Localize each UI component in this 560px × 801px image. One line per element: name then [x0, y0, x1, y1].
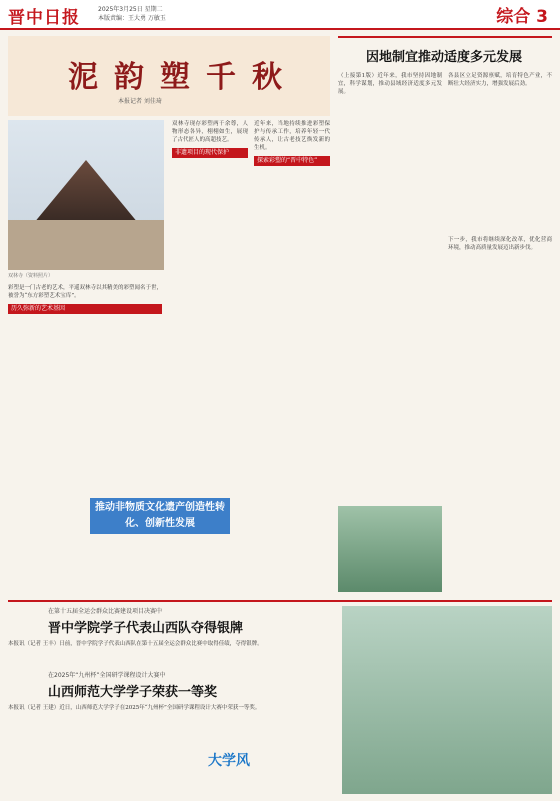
feature-title-block: [8, 36, 330, 116]
feature-paragraph-3: 近年来，当地持续推进彩塑保护与传承工作，培养年轻一代传承人，让古老技艺焕发新的生机。: [254, 121, 330, 151]
temple-photo: [8, 120, 164, 270]
feature-paragraph-2: 双林寺现存彩塑两千余尊，人物形态各异，栩栩如生，展现了古代匠人的高超技艺。: [172, 121, 248, 143]
feature-body-col2: [172, 120, 248, 490]
feature-title: 泥韵塑千秋: [68, 60, 298, 95]
scenic-photo: [338, 506, 442, 592]
policy-body-c: 下一步，我市将继续深化改革，优化营商环境，推动高质量发展迈出新步伐。: [448, 237, 552, 251]
newspaper-logo: 晋中日报: [8, 8, 80, 28]
page-editors: 本版责编：王大勇 万敏玉: [98, 15, 166, 22]
issue-date: 2025年3月25日 星期二: [98, 6, 163, 13]
feature-subhead-3: 探索彩塑的“晋中特色”: [254, 156, 330, 166]
article2-headline: 山西师范大学学子荣获一等奖: [48, 685, 218, 700]
article1-body: 本报讯（记者 王丰）日前，晋中学院学子代表山西队在第十五届全运会群众比赛中取得佳绩，夺得银牌。: [8, 641, 263, 647]
campus-news-articles: [8, 606, 332, 734]
column-logo: 大学风: [208, 753, 250, 769]
feature-subhead-1: 历久弥新的艺术基因: [8, 304, 162, 314]
issue-meta: [98, 5, 166, 23]
photo-caption: 双林寺（资料照片）: [8, 273, 54, 279]
feature-byline: 本报记者 刘佳琦: [118, 98, 162, 105]
feature-subhead-2: 非遗项目的现代保护: [172, 148, 248, 158]
feature-article: [8, 36, 330, 596]
feature-paragraph-1: 彩塑是一门古老的艺术，平遥双林寺以其精美的彩塑闻名于世，被誉为“东方彩塑艺术宝库”。: [8, 285, 163, 299]
feature-body-col1: [8, 284, 162, 494]
courtyard-shape: [8, 220, 164, 270]
campus-news-section: [8, 600, 552, 796]
policy-body-a: （上接第1版）近年来，我市坚持因地制宜，科学谋划，推动县域经济适度多元发展。: [338, 73, 442, 95]
article1-kicker: 在第十五届全运会群众比赛建设项目决赛中: [48, 608, 163, 615]
policy-title: 因地制宜推动适度多元发展: [366, 50, 523, 65]
policy-title-block: [338, 36, 552, 68]
article1-headline: 晋中学院学子代表山西队夺得银牌: [48, 621, 244, 636]
feature-body-col3: [254, 120, 330, 490]
campus-aerial-photo: [342, 606, 552, 794]
article2-body: 本报讯（记者 王建）近日，山西师范大学学子在2025年“九州杯”全国研学课程设计大赛中荣获一等奖。: [8, 705, 261, 711]
masthead: [0, 0, 560, 30]
heritage-banner: 推动非物质文化遗产创造性转化、创新性发展: [90, 498, 230, 534]
temple-roof-shape: [24, 160, 148, 220]
policy-body-b: 各县区立足资源禀赋，培育特色产业，不断壮大经济实力，增强发展后劲。: [448, 73, 552, 87]
section-label: 综合 3: [496, 7, 548, 27]
article2-kicker: 在2025年“九州杯”全国研学课程设计大赛中: [48, 672, 166, 679]
policy-article: [338, 36, 552, 596]
